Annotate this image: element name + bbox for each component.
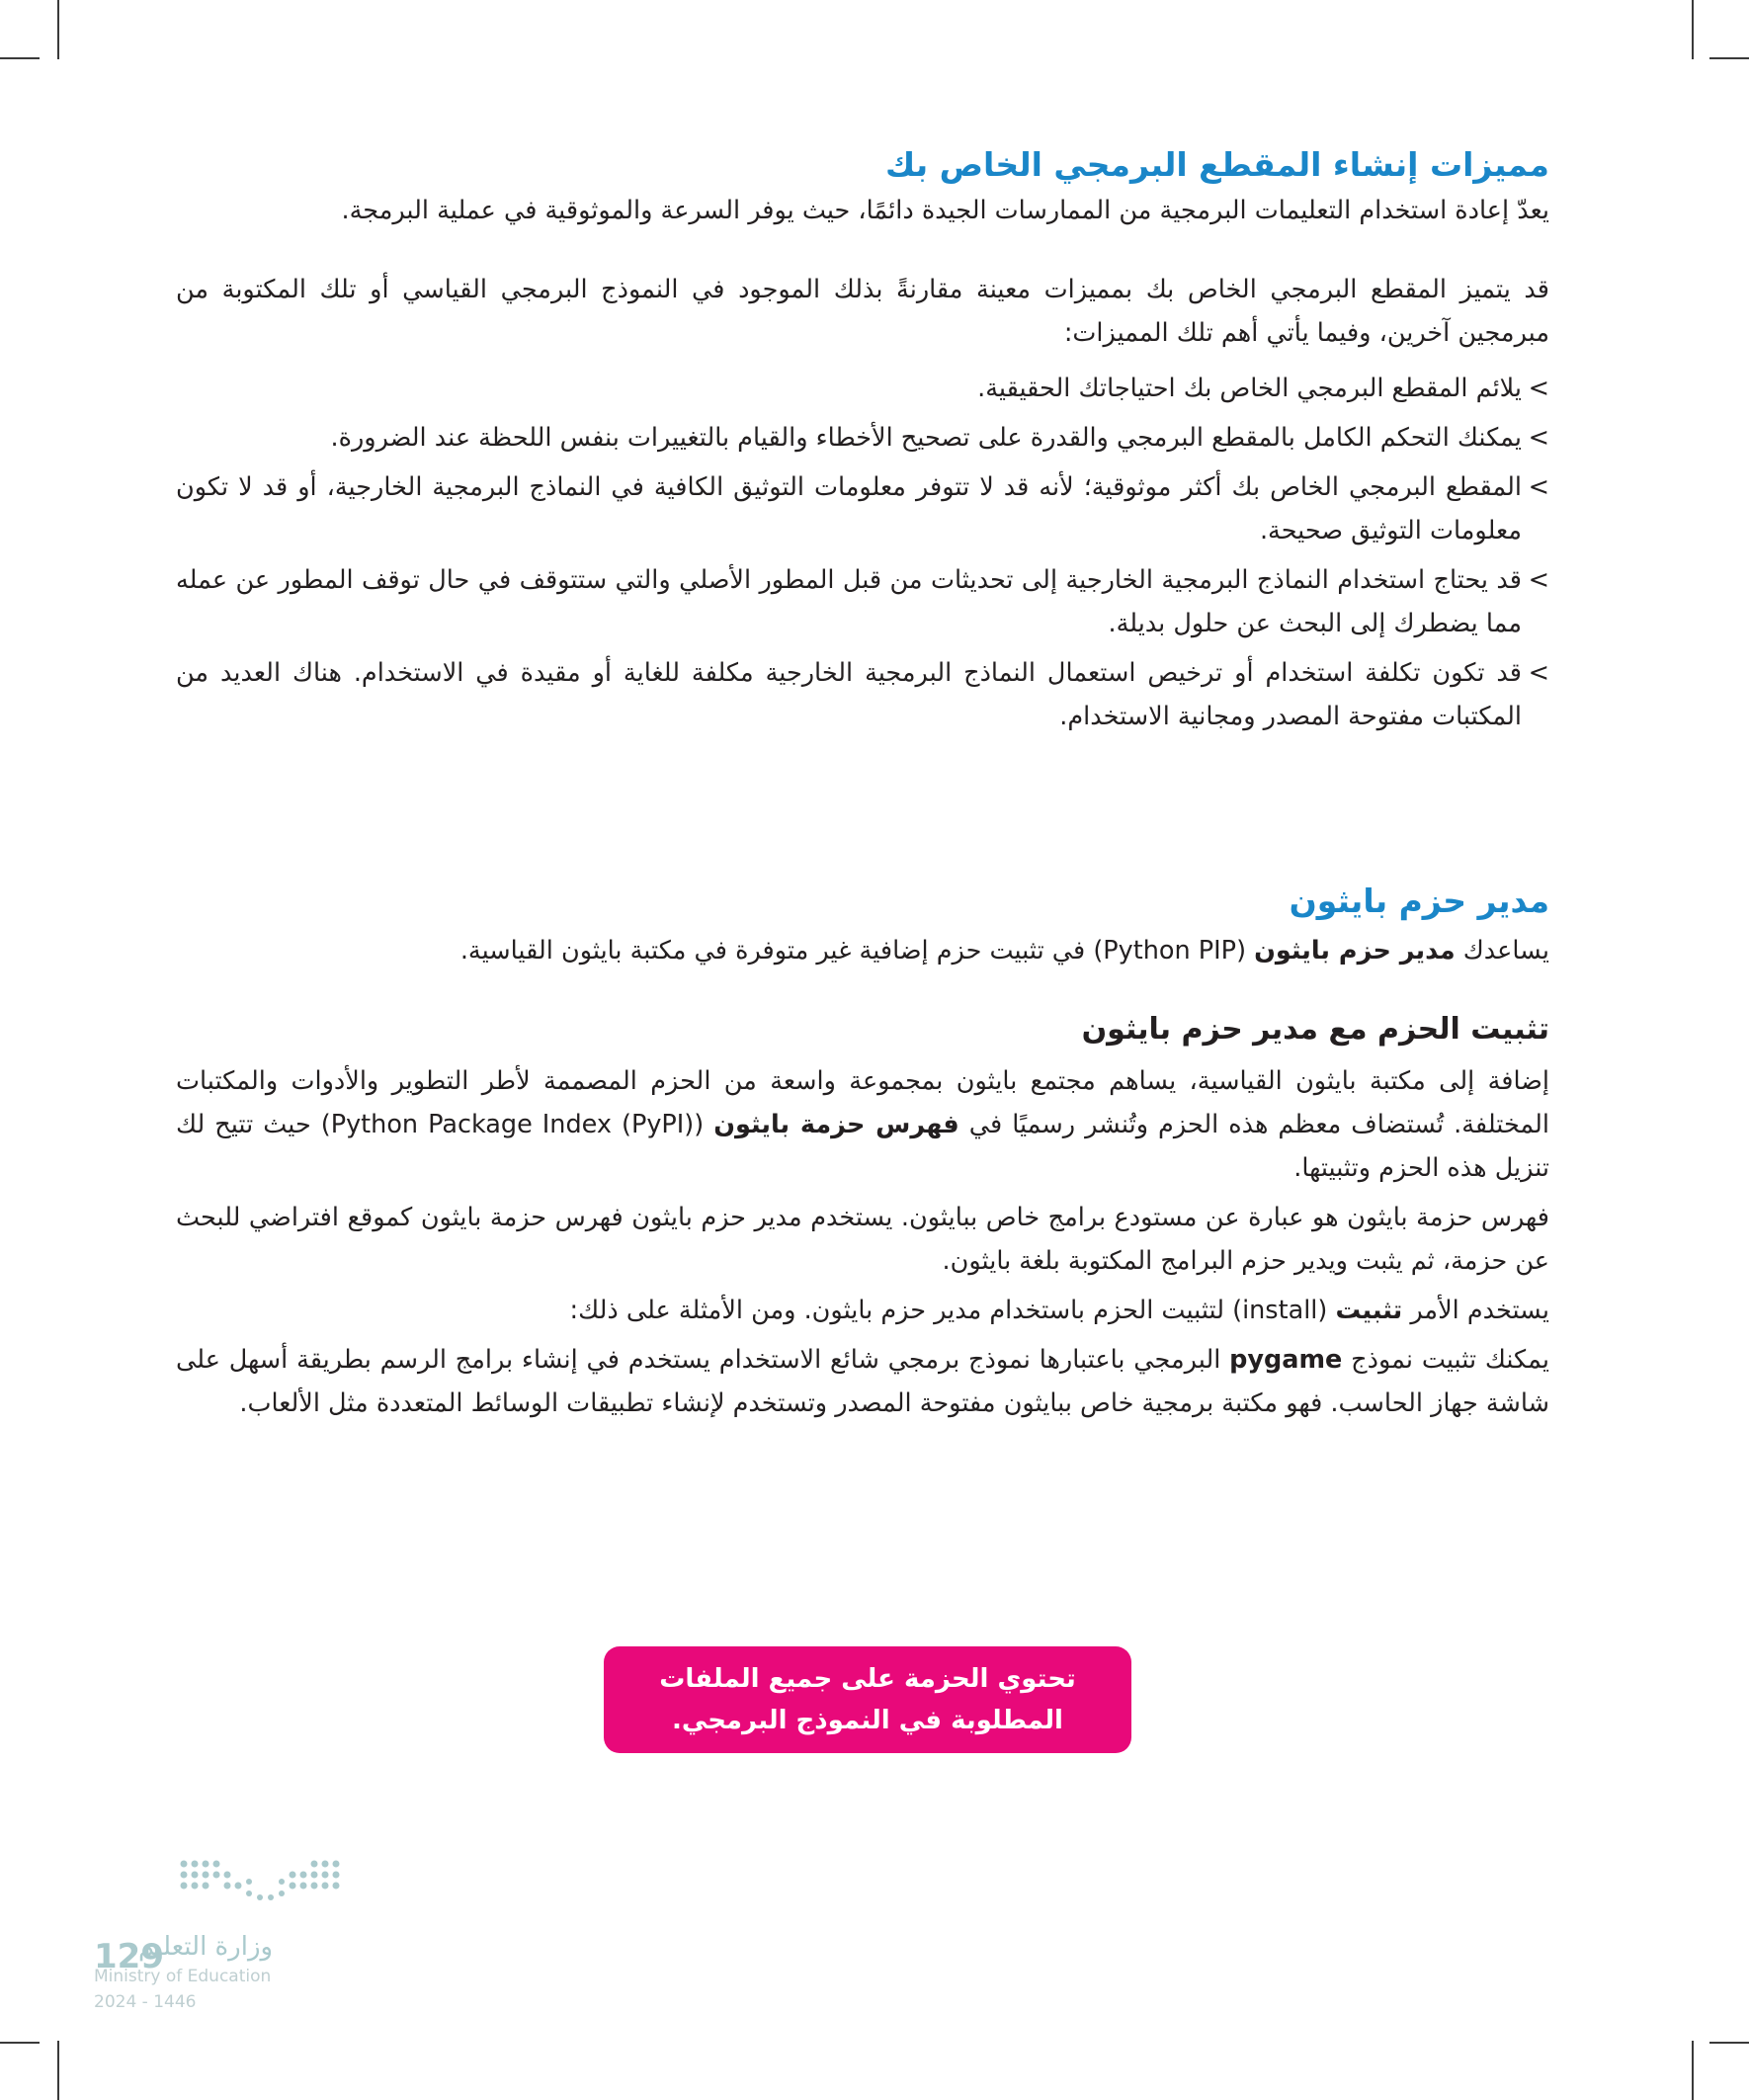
crop-mark (1692, 2041, 1694, 2100)
intro-paragraph: يعدّ إعادة استخدام التعليمات البرمجية من الممارسات الجيدة دائمًا، حيث يوفر السرعة والموثوقية في عملية البرمجة. (341, 196, 1549, 225)
bullet-arrow-icon: > (1528, 658, 1549, 688)
section-python-pip (176, 880, 1549, 1431)
section-heading: مميزات إنشاء المقطع البرمجي الخاص بك (885, 145, 1549, 184)
crop-mark (57, 0, 59, 59)
bullet-arrow-icon: > (1528, 472, 1549, 502)
ministry-name-en: Ministry of Education (94, 1967, 272, 1986)
advantages-list (176, 367, 1549, 738)
ministry-logo-icon (178, 1858, 351, 1917)
ministry-name-ar: وزارة التعليم (138, 1932, 274, 1962)
subsection-heading: تثبيت الحزم مع مدير حزم بايثون (1081, 1012, 1549, 1047)
install-command-paragraph: يستخدم الأمر تثبيت (install) لتثبيت الحزم باستخدام مدير حزم بايثون. ومن الأمثلة على ذلك: (569, 1296, 1549, 1325)
list-item: > يمكنك التحكم الكامل بالمقطع البرمجي والقدرة على تصحيح الأخطاء والقيام بالتغييرات بنفس اللحظة عند الضرورة. (176, 416, 1549, 460)
crop-mark (0, 57, 40, 59)
crop-mark (1709, 57, 1749, 59)
list-item: > قد يحتاج استخدام النماذج البرمجية الخارجية إلى تحديثات من قبل المطور الأصلي والتي ستتوقف في حال توقف المطور عن عمله مما يضطرك إلى البحث عن حلول بديلة. (176, 558, 1549, 645)
pypi-paragraph: إضافة إلى مكتبة بايثون القياسية، يساهم مجتمع بايثون بمجموعة واسعة من الحزم المصممة لأطر التطوير والأدوات والمكتبات المختلفة. تُستضاف معظم هذه الحزم وتُنشر رسميًا في فهرس حزمة بايثون (Python Package Index (PyPI)) حيث تتيح لك تنزيل هذه الحزم وتثبيتها. (176, 1066, 1550, 1183)
crop-mark (1709, 2042, 1749, 2044)
pip-intro-paragraph: يساعدك مدير حزم بايثون (Python PIP) في تثبيت حزم إضافية غير متوفرة في مكتبة بايثون القياسية. (459, 936, 1549, 966)
page-number: 129 (94, 1937, 164, 1976)
crop-mark (1692, 0, 1694, 59)
list-item: > يلائم المقطع البرمجي الخاص بك احتياجاتك الحقيقية. (176, 367, 1549, 410)
note-callout (604, 1646, 1131, 1753)
section-heading: مدير حزم بايثون (1289, 882, 1549, 920)
crop-mark (57, 2041, 59, 2100)
pypi-repository-paragraph: فهرس حزمة بايثون هو عبارة عن مستودع برامج خاص ببايثون. يستخدم مدير حزم بايثون فهرس حزمة بايثون كموقع افتراضي للبحث عن حزمة، ثم يثبت ويدير حزم البرامج المكتوبة بلغة بايثون. (176, 1203, 1549, 1276)
list-item: > قد تكون تكلفة استخدام أو ترخيص استعمال النماذج البرمجية الخارجية مكلفة للغاية أو مقيدة في الاستخدام. هناك العديد من المكتبات مفتوحة المصدر ومجانية الاستخدام. (176, 651, 1549, 738)
edition-year: 2024 - 1446 (94, 1992, 197, 2012)
bullet-arrow-icon: > (1528, 374, 1549, 403)
advantages-paragraph: قد يتميز المقطع البرمجي الخاص بك بمميزات معينة مقارنةً بذلك الموجود في النموذج البرمجي القياسي أو تلك المكتوبة من مبرمجين آخرين، وفيما يأتي أهم تلك المميزات: (176, 275, 1549, 348)
section-own-code-advantages (176, 143, 1549, 744)
pygame-paragraph: يمكنك تثبيت نموذج pygame البرمجي باعتبارها نموذج برمجي شائع الاستخدام يستخدم في إنشاء برامج الرسم بطريقة أسهل على شاشة جهاز الحاسب. فهو مكتبة برمجية خاص ببايثون مفتوحة المصدر وتستخدم لإنشاء تطبيقات الوسائط المتعددة مثل الألعاب. (176, 1345, 1549, 1418)
list-item: > المقطع البرمجي الخاص بك أكثر موثوقية؛ لأنه قد لا تتوفر معلومات التوثيق الكافية في النماذج البرمجية الخارجية، أو قد لا تكون معلومات التوثيق صحيحة. (176, 465, 1549, 552)
bullet-arrow-icon: > (1528, 423, 1549, 453)
crop-mark (0, 2042, 40, 2044)
bullet-arrow-icon: > (1528, 565, 1549, 595)
note-callout-text: تحتوي الحزمة على جميع الملفات المطلوبة في النموذج البرمجي. (659, 1664, 1076, 1735)
